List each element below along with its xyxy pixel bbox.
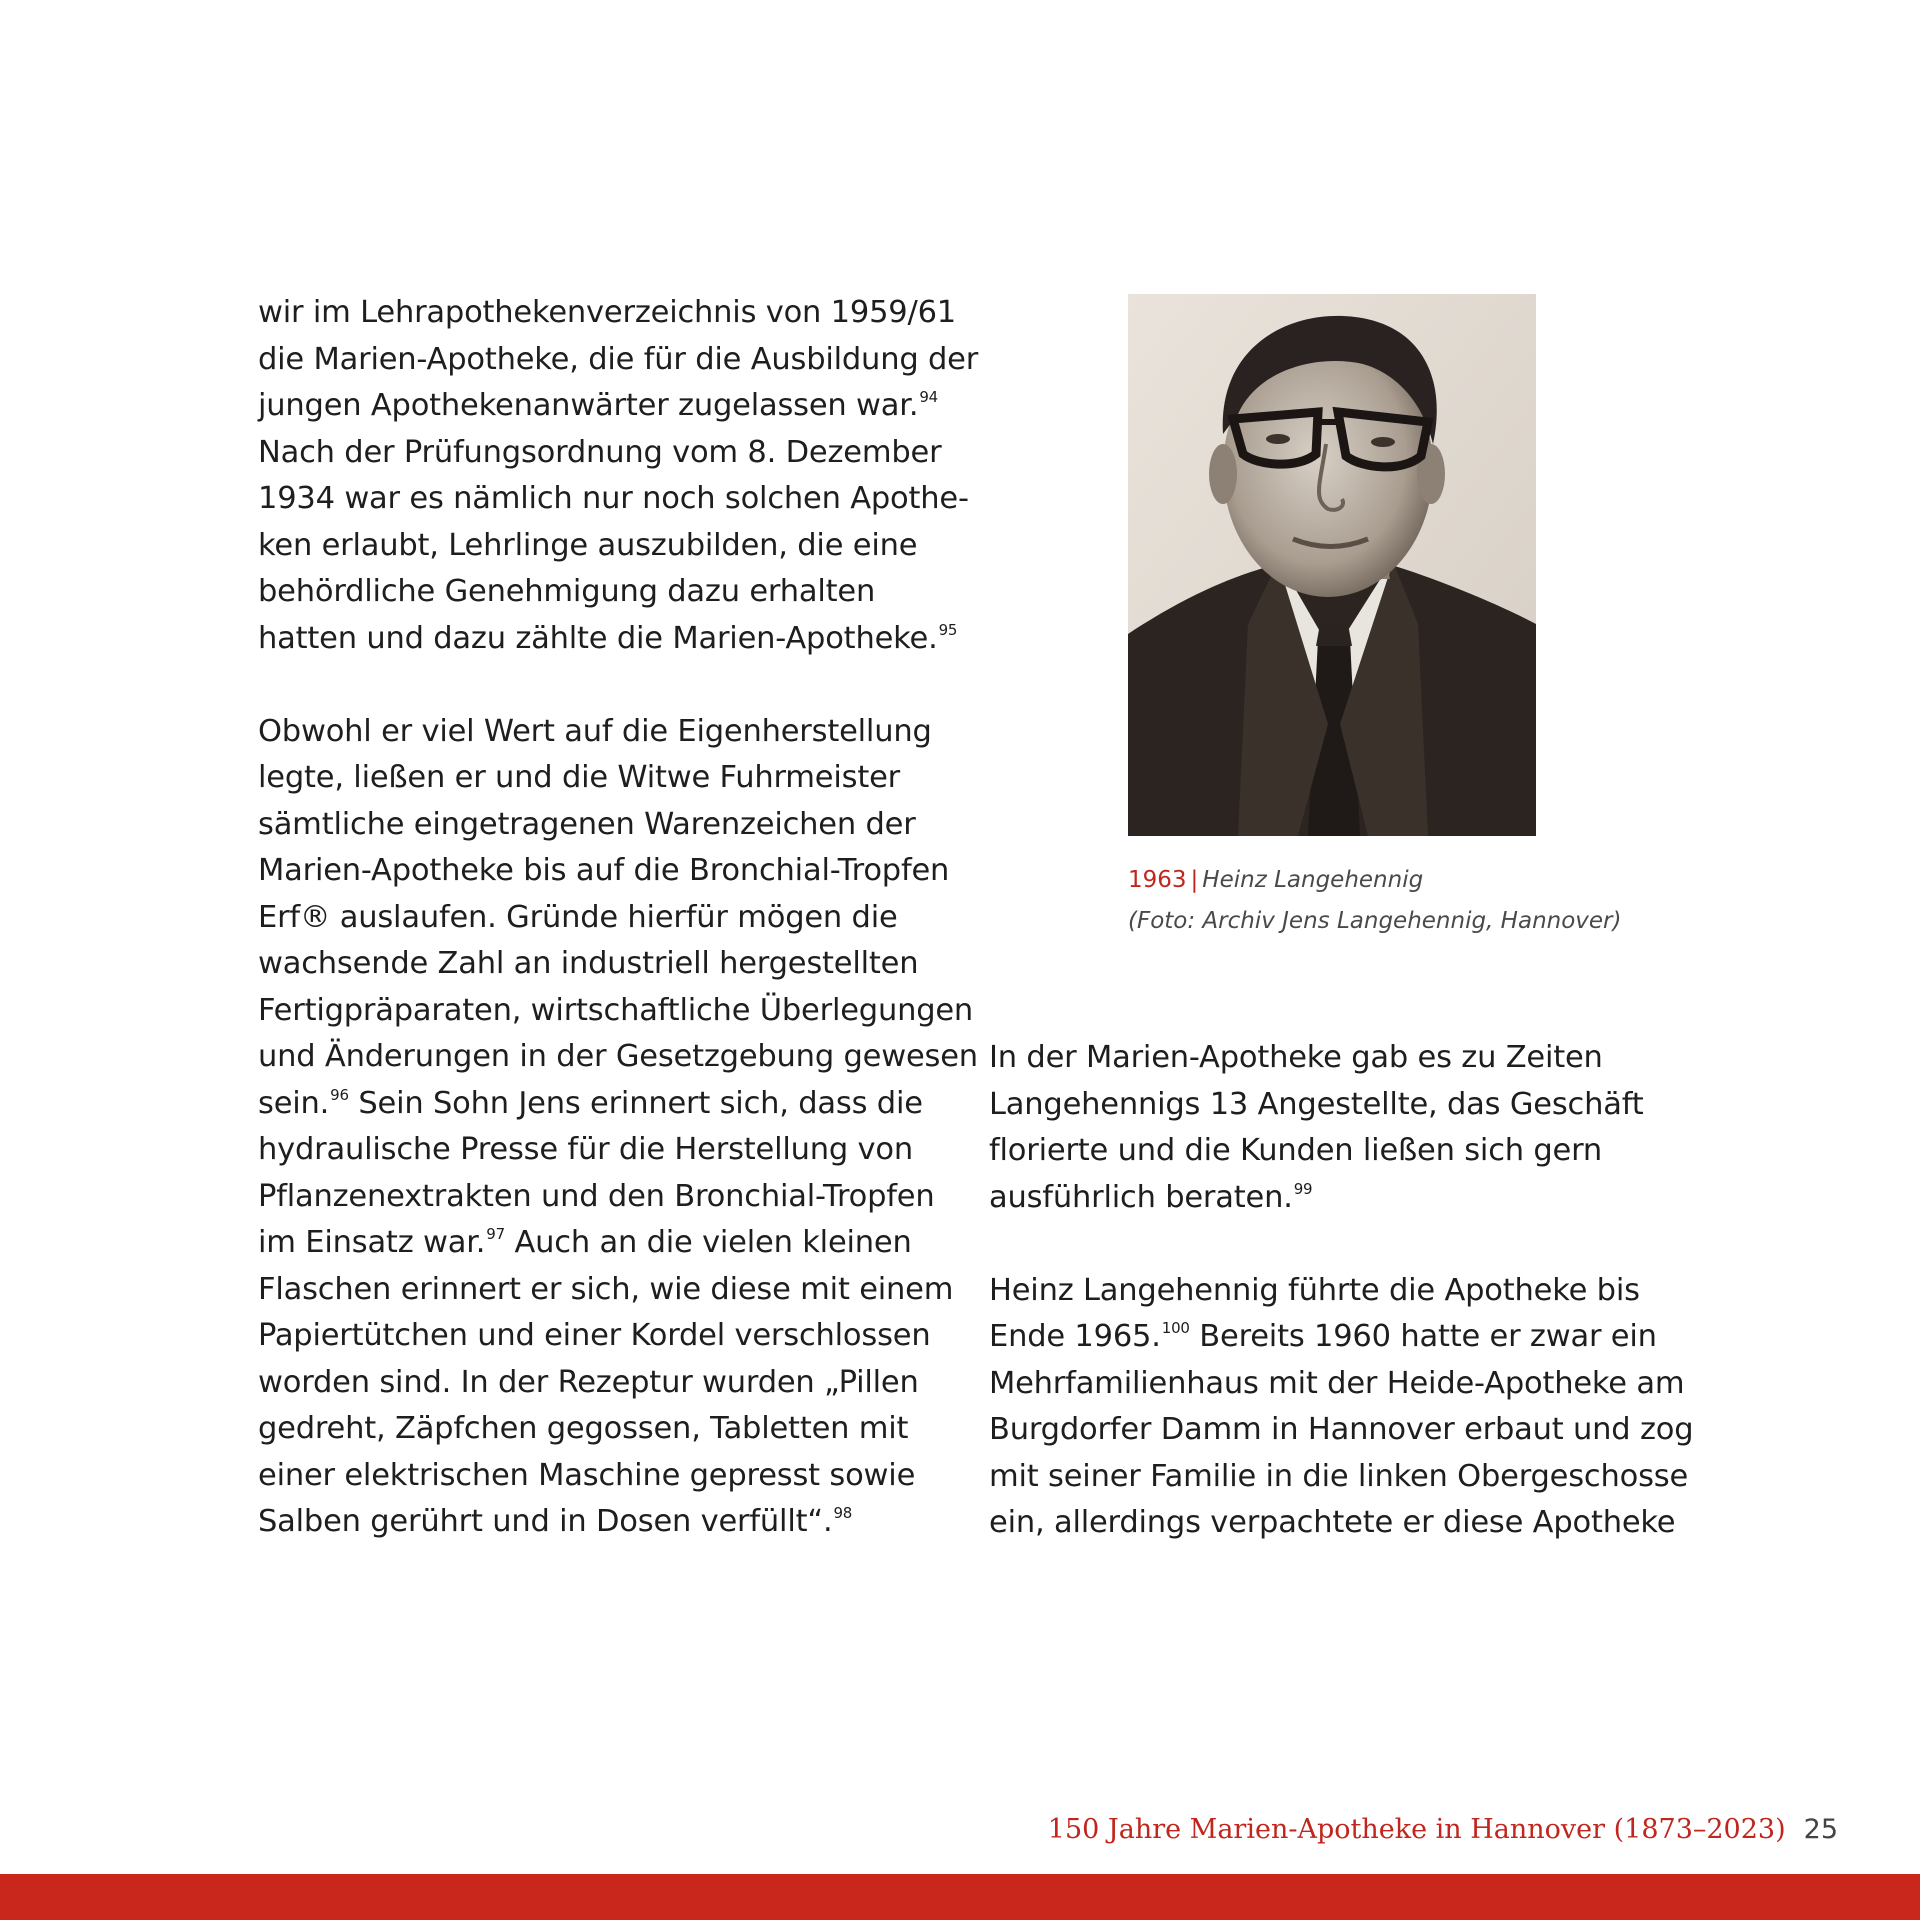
text-line: einer elektrischen Maschine gepresst sowie xyxy=(258,1457,916,1493)
paragraph xyxy=(258,290,979,662)
text-line: Burgdorfer Damm in Hannover erbaut und zog xyxy=(989,1412,1694,1447)
footer-accent-bar xyxy=(0,1874,1920,1920)
portrait-photo xyxy=(1128,294,1536,836)
text-line: die Marien-Apotheke, die für die Ausbildung der xyxy=(258,341,979,377)
footnote-marker: 97 xyxy=(486,1225,505,1243)
right-text-column xyxy=(989,1035,1694,1547)
text-line: gedreht, Zäpfchen gegossen, Tabletten mit xyxy=(258,1411,909,1446)
footnote-marker: 100 xyxy=(1161,1319,1190,1337)
text-line: Fertigpräparaten, wirtschaftliche Überlegungen xyxy=(258,992,974,1028)
book-title: 150 Jahre Marien-Apotheke in Hannover (1873–2023) xyxy=(1047,1814,1786,1845)
paragraph xyxy=(989,1035,1689,1221)
caption-name: Heinz Langehennig xyxy=(1202,867,1424,893)
text-line: worden sind. In der Rezeptur wurden „Pillen xyxy=(258,1364,919,1400)
text-line: jungen Apothekenanwärter zugelassen war.$^{94}$ xyxy=(258,388,939,423)
text-line: 1934 war es nämlich nur noch solchen Apothe- xyxy=(258,481,969,516)
text-line: sein.$^{96}$ Sein Sohn Jens erinnert sich, dass die xyxy=(258,1085,923,1121)
paragraph xyxy=(258,709,978,1546)
text-line: Ende 1965.$^{100}$ Bereits 1960 hatte er zwar ein xyxy=(989,1319,1657,1354)
text-line: florierte und die Kunden ließen sich gern xyxy=(989,1133,1603,1168)
text-line: und Änderungen in der Gesetzgebung gewesen xyxy=(258,1039,978,1074)
text-line: Nach der Prüfungsordnung vom 8. Dezember xyxy=(258,434,942,470)
footnote-marker: 95 xyxy=(938,620,958,639)
footnote-marker: 99 xyxy=(1293,1179,1313,1198)
caption-title-line xyxy=(1128,860,1688,901)
footnote-marker: 96 xyxy=(330,1085,349,1104)
text-line: behördliche Genehmigung dazu erhalten xyxy=(258,574,876,609)
page-footer xyxy=(1048,1814,1838,1845)
text-line: hatten und dazu zählte die Marien-Apotheke.$^{95}$ xyxy=(258,620,958,656)
left-text-column xyxy=(258,290,979,1546)
footnote-marker: 98 xyxy=(833,1504,853,1522)
caption-credit: (Foto: Archiv Jens Langehennig, Hannover) xyxy=(1128,908,1622,934)
footnote-marker: 94 xyxy=(919,388,939,406)
caption-separator: | xyxy=(1190,867,1199,893)
text-line: Mehrfamilienhaus mit der Heide-Apotheke am xyxy=(989,1365,1685,1401)
text-line: ken erlaubt, Lehrlinge auszubilden, die eine xyxy=(258,527,918,563)
text-line: Marien-Apotheke bis auf die Bronchial-Tropfen xyxy=(258,853,950,888)
caption-year: 1963 xyxy=(1128,867,1187,893)
text-line: Erf® auslaufen. Gründe hierfür mögen die xyxy=(258,899,898,935)
text-line: legte, ließen er und die Witwe Fuhrmeister xyxy=(258,760,901,795)
text-line: Pflanzenextrakten und den Bronchial-Tropfen xyxy=(258,1178,935,1214)
portrait-illustration xyxy=(1128,294,1536,836)
text-line: Flaschen erinnert er sich, wie diese mit einem xyxy=(258,1271,954,1307)
text-line: Papiertütchen und einer Kordel verschlossen xyxy=(258,1318,931,1353)
text-line: ausführlich beraten.$^{99}$ xyxy=(989,1179,1313,1215)
text-line: wachsende Zahl an industriell hergestellten xyxy=(258,946,919,981)
text-line: mit seiner Familie in die linken Obergeschosse xyxy=(989,1458,1689,1494)
text-line: ein, allerdings verpachtete er diese Apotheke xyxy=(989,1505,1676,1540)
text-line: wir im Lehrapothekenverzeichnis von 1959/61 xyxy=(258,295,956,330)
text-line: In der Marien-Apotheke gab es zu Zeiten xyxy=(989,1040,1603,1075)
text-line: hydraulische Presse für die Herstellung von xyxy=(258,1132,913,1167)
photo-caption xyxy=(1128,860,1688,942)
paragraph xyxy=(989,1268,1694,1547)
text-line: sämtliche eingetragenen Warenzeichen der xyxy=(258,806,916,842)
text-line: Salben gerührt und in Dosen verfüllt“.$^{98}$ xyxy=(258,1504,853,1539)
text-line: Heinz Langehennig führte die Apotheke bis xyxy=(989,1272,1640,1308)
text-line: Langehennigs 13 Angestellte, das Geschäft xyxy=(989,1086,1644,1122)
page-number: 25 xyxy=(1803,1814,1838,1845)
text-line: Obwohl er viel Wert auf die Eigenherstellung xyxy=(258,713,932,749)
text-line: im Einsatz war.$^{97}$ Auch an die vielen kleinen xyxy=(258,1225,912,1260)
